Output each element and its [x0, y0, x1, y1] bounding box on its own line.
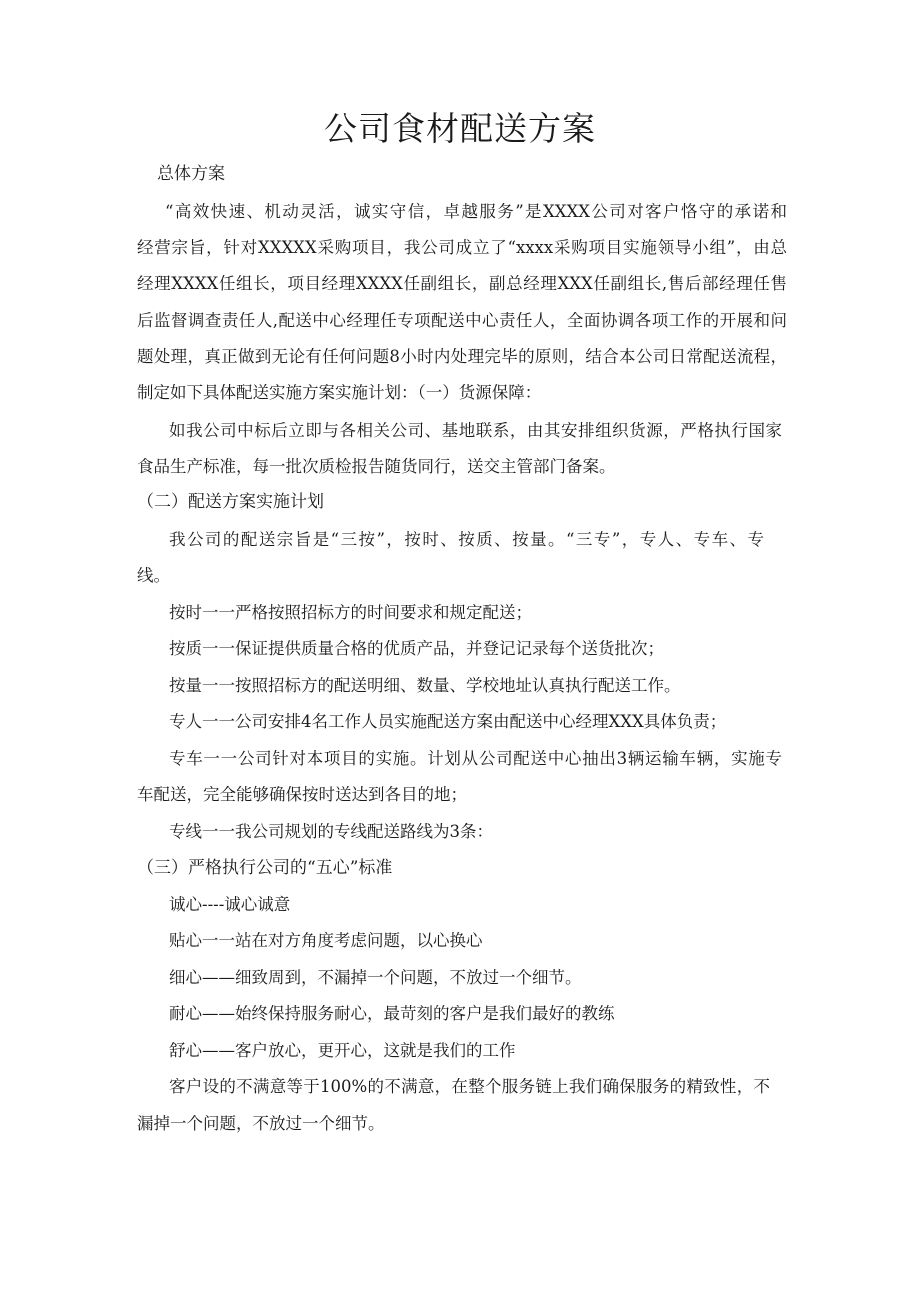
section3-heading: （三）严格执行公司的“五心”标准: [137, 858, 393, 878]
dedicated-vehicle-line: 车配送，完全能够确保按时送达到各目的地；: [137, 785, 467, 804]
intro-line: 经营宗旨，针对XXXXX采购项目，我公司成立了“xxxx采购项目实施领导小组”，由总: [137, 238, 787, 257]
five-hearts-item: 耐心——始终保持服务耐心，最苛刻的客户是我们最好的教练: [169, 1004, 615, 1023]
intro-line: 后监督调查责任人,配送中心经理任专项配送中心责任人，全面协调各项工作的开展和问: [137, 311, 787, 330]
on-quantity-item: 按量一一按照招标方的配送明细、数量、学校地址认真执行配送工作。: [169, 676, 681, 695]
purpose-line: 我公司的配送宗旨是“三按”，按时、按质、按量。“三专”，专人、专车、专: [169, 530, 764, 549]
on-quality-item: 按质一一保证提供质量合格的优质产品，并登记记录每个送货批次；: [169, 639, 664, 658]
dedicated-staff-item: 专人一一公司安排4名工作人员实施配送方案由配送中心经理XXX具体负责；: [169, 712, 727, 731]
five-hearts-item: 细心——细致周到，不漏掉一个问题，不放过一个细节。: [169, 968, 582, 987]
intro-line: 制定如下具体配送实施方案实施计划：（一）货源保障：: [137, 383, 542, 402]
document-title: 公司食材配送方案: [324, 109, 596, 148]
supply-line: 食品生产标准，每一批次质检报告随货同行，送交主管部门备案。: [137, 457, 616, 476]
closing-line: 客户设的不满意等于100%的不满意，在整个服务链上我们确保服务的精致性，不: [169, 1077, 770, 1096]
intro-line: 经理XXXX任组长，项目经理XXXX任副组长，副总经理XXX任副组长,售后部经理任售: [137, 274, 787, 293]
dedicated-route-item: 专线一一我公司规划的专线配送路线为3条：: [169, 822, 493, 841]
intro-line: 题处理，真正做到无论有任何问题8小时内处理完毕的原则，结合本公司日常配送流程，: [137, 347, 787, 366]
dedicated-vehicle-line: 专车一一公司针对本项目的实施。计划从公司配送中心抽出3辆运输车辆，实施专: [169, 749, 782, 768]
on-time-item: 按时一一严格按照招标方的时间要求和规定配送；: [169, 603, 532, 622]
section2-heading: （二）配送方案实施计划: [137, 492, 324, 512]
five-hearts-item: 贴心一一站在对方角度考虑问题，以心换心: [169, 931, 483, 950]
closing-line: 漏掉一个问题，不放过一个细节。: [137, 1114, 385, 1133]
five-hearts-item: 诚心----诚心诚意: [169, 895, 291, 914]
five-hearts-item: 舒心——客户放心，更开心，这就是我们的工作: [169, 1041, 516, 1060]
purpose-line: 线。: [137, 566, 170, 585]
overview-heading: 总体方案: [157, 164, 225, 184]
intro-line: “高效快速、机动灵活，诚实守信，卓越服务”是XXXX公司对客户恪守的承诺和: [165, 202, 787, 221]
supply-line: 如我公司中标后立即与各相关公司、基地联系，由其安排组织货源，严格执行国家: [169, 421, 782, 440]
